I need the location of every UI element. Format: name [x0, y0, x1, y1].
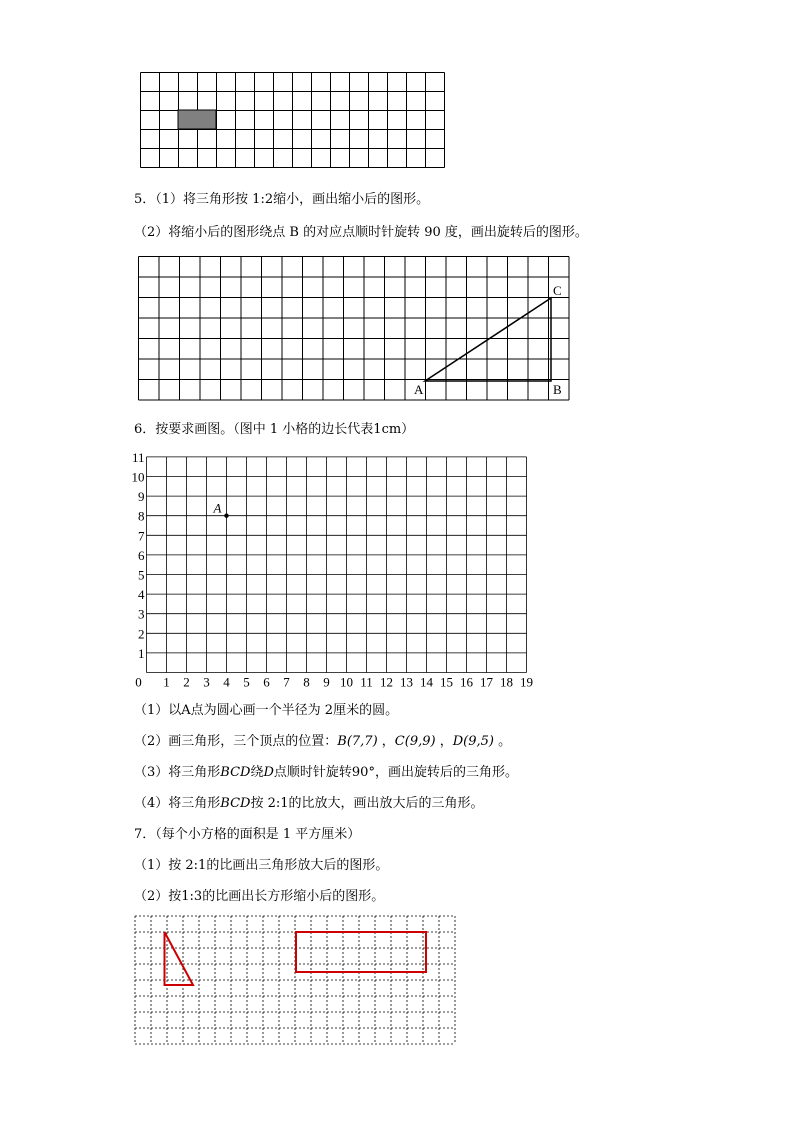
- q5-label-a: A: [414, 382, 424, 397]
- x-tick-label: 15: [440, 674, 453, 690]
- x-tick-label: 5: [243, 674, 250, 690]
- q6-s4-pre: （4）将三角形: [134, 796, 221, 811]
- q7-red-rectangle: [296, 932, 426, 972]
- y-tick-label: 3: [138, 606, 145, 622]
- x-tick-label: 9: [323, 674, 330, 690]
- y-tick-label: 7: [138, 528, 145, 544]
- y-tick-label: 8: [138, 508, 145, 524]
- q6-s2-text: （2）画三角形，三个顶点的位置：: [134, 734, 338, 749]
- y-tick-label: 1: [138, 645, 145, 661]
- q5-line1: 5．（1）将三角形按 1:2缩小，画出缩小后的图形。: [134, 192, 430, 207]
- y-tick-label: 4: [138, 587, 145, 603]
- q5-label-c: C: [553, 283, 562, 298]
- x-tick-label: 11: [360, 674, 373, 690]
- y-tick-label: 6: [138, 547, 145, 563]
- q6-s3-pre: （3）将三角形: [134, 765, 221, 780]
- top-grid: [140, 72, 445, 172]
- x-tick-label: 17: [480, 674, 493, 690]
- x-tick-label: 12: [380, 674, 393, 690]
- q6-title: 6．按要求画图。（图中 1 小格的边长代表1cm）: [134, 422, 415, 437]
- x-tick-label: 7: [283, 674, 290, 690]
- q6-s1: （1）以A点为圆心画一个半径为 2厘米的圆。: [134, 703, 399, 718]
- q6-s2: [134, 734, 511, 750]
- x-tick-label: 10: [340, 674, 353, 690]
- q7-red-triangle: [165, 932, 194, 985]
- q7-dotted-grid: [134, 915, 460, 1057]
- x-tick-label: 13: [400, 674, 413, 690]
- y-tick-label: 10: [131, 469, 145, 485]
- q7-s2: （2）按1:3的比画出长方形缩小后的图形。: [134, 889, 385, 904]
- q6-s2-sep1: ，: [377, 734, 395, 749]
- q6-s4: [134, 796, 484, 812]
- q6-s4-bcd: BCD: [220, 796, 251, 811]
- y-tick-label: 2: [138, 626, 145, 642]
- x-tick-label: 16: [460, 674, 473, 690]
- q6-s2-b: B(7,7): [337, 734, 378, 749]
- q6-s3-mid: 绕: [250, 765, 264, 780]
- x-tick-label: 19: [520, 674, 533, 690]
- q7-s1: （1）按 2:1的比画出三角形放大后的图形。: [134, 858, 389, 873]
- q5-label-b: B: [553, 382, 562, 397]
- x-tick-label: 3: [203, 674, 210, 690]
- q6-s2-c: C(9,9): [394, 734, 436, 749]
- q7-title: 7．（每个小方格的面积是 1 平方厘米）: [134, 827, 361, 842]
- y-tick-label: 5: [138, 567, 145, 583]
- x-tick-label: 0: [135, 674, 142, 690]
- q5-triangle: [425, 298, 551, 381]
- shaded-rectangle: [178, 110, 216, 129]
- q6-s2-d: D(9,5): [452, 734, 494, 749]
- x-tick-label: 18: [500, 674, 513, 690]
- point-a: [224, 514, 228, 518]
- q6-s2-sep2: ，: [435, 734, 453, 749]
- x-tick-label: 4: [223, 674, 230, 690]
- q5-line2: （2）将缩小后的图形绕点 B 的对应点顺时针旋转 90 度，画出旋转后的图形。: [134, 225, 588, 240]
- q6-s3-post: 点顺时针旋转90°，画出旋转后的三角形。: [273, 765, 518, 780]
- x-tick-label: 2: [183, 674, 190, 690]
- q6-coordinate-grid: [128, 448, 558, 696]
- x-tick-label: 8: [303, 674, 310, 690]
- q6-s3-bcd: BCD: [220, 765, 251, 780]
- q5-grid: [138, 256, 578, 406]
- q6-s2-end: 。: [493, 734, 512, 749]
- y-tick-label: 9: [138, 489, 145, 505]
- y-tick-label: 11: [131, 449, 145, 465]
- x-tick-label: 1: [163, 674, 170, 690]
- q6-s3-d: D: [263, 765, 274, 780]
- x-tick-label: 14: [420, 674, 433, 690]
- x-tick-label: 6: [263, 674, 270, 690]
- q6-s3: [134, 765, 518, 781]
- q6-s4-post: 按 2:1的比放大，画出放大后的三角形。: [250, 796, 484, 811]
- point-a-label: A: [213, 500, 222, 516]
